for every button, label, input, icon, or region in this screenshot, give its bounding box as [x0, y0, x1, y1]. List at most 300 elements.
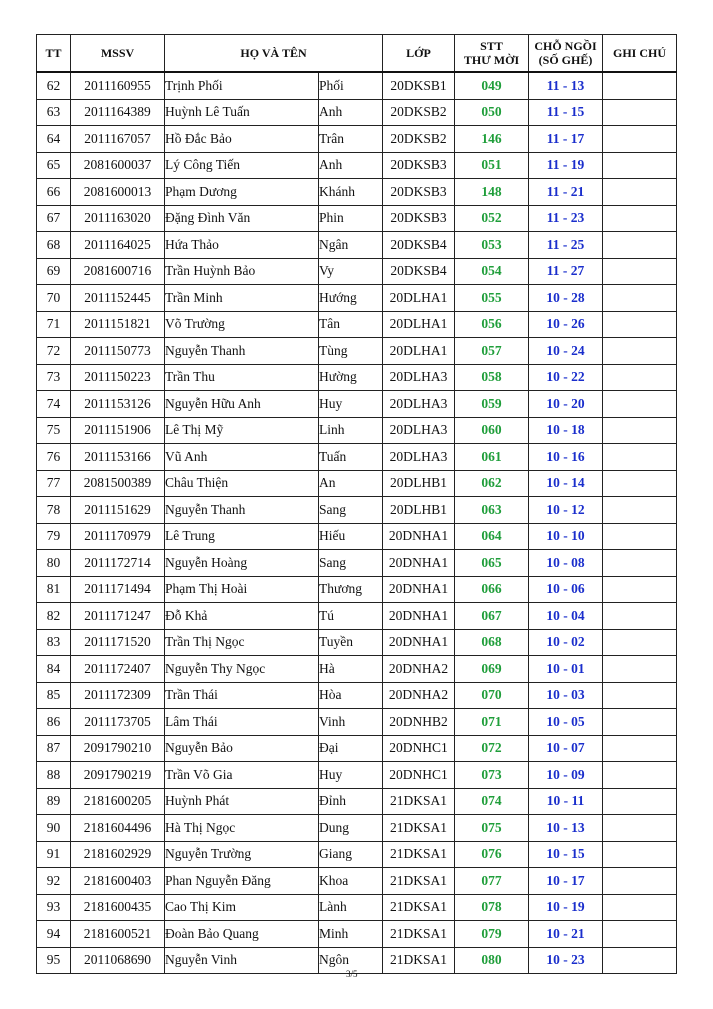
student-last-name: Khoa	[319, 868, 383, 895]
note-cell	[603, 656, 677, 683]
table-row	[37, 497, 677, 524]
student-id: 2081600013	[71, 179, 165, 206]
table-row	[37, 603, 677, 630]
table-row	[37, 523, 677, 550]
invitation-number: 071	[455, 709, 529, 736]
student-last-name: Vy	[319, 258, 383, 285]
table-row	[37, 391, 677, 418]
seat-number: 11 - 13	[529, 72, 603, 99]
student-id: 2011152445	[71, 285, 165, 312]
header-stt-line1: STT	[480, 39, 503, 53]
header-mssv: MSSV	[71, 35, 165, 73]
invitation-number: 078	[455, 894, 529, 921]
row-number: 87	[37, 735, 71, 762]
row-number: 80	[37, 550, 71, 577]
seat-number: 10 - 06	[529, 576, 603, 603]
note-cell	[603, 152, 677, 179]
student-id: 2011151906	[71, 417, 165, 444]
invitation-number: 067	[455, 603, 529, 630]
student-first-name: Cao Thị Kim	[165, 894, 319, 921]
invitation-number: 053	[455, 232, 529, 259]
seat-number: 10 - 03	[529, 682, 603, 709]
row-number: 72	[37, 338, 71, 365]
row-number: 66	[37, 179, 71, 206]
invitation-number: 062	[455, 470, 529, 497]
row-number: 73	[37, 364, 71, 391]
student-first-name: Nguyễn Vinh	[165, 947, 319, 974]
class-code: 20DKSB3	[383, 152, 455, 179]
student-last-name: Hường	[319, 364, 383, 391]
invitation-number: 077	[455, 868, 529, 895]
table-row	[37, 762, 677, 789]
seat-number: 11 - 25	[529, 232, 603, 259]
student-first-name: Trần Thị Ngọc	[165, 629, 319, 656]
student-first-name: Trần Minh	[165, 285, 319, 312]
invitation-number: 049	[455, 72, 529, 99]
note-cell	[603, 497, 677, 524]
invitation-number: 059	[455, 391, 529, 418]
note-cell	[603, 126, 677, 153]
row-number: 76	[37, 444, 71, 471]
student-first-name: Nguyễn Hoàng	[165, 550, 319, 577]
class-code: 21DKSA1	[383, 815, 455, 842]
class-code: 20DKSB3	[383, 179, 455, 206]
student-first-name: Hứa Thảo	[165, 232, 319, 259]
table-row	[37, 311, 677, 338]
invitation-number: 146	[455, 126, 529, 153]
table-row	[37, 444, 677, 471]
student-first-name: Nguyễn Thanh	[165, 338, 319, 365]
seat-number: 10 - 23	[529, 947, 603, 974]
student-id: 2011164389	[71, 99, 165, 126]
table-row	[37, 788, 677, 815]
note-cell	[603, 603, 677, 630]
invitation-number: 052	[455, 205, 529, 232]
note-cell	[603, 735, 677, 762]
student-id: 2181600403	[71, 868, 165, 895]
class-code: 20DNHA1	[383, 576, 455, 603]
table-row	[37, 205, 677, 232]
table-row	[37, 815, 677, 842]
student-id: 2011173705	[71, 709, 165, 736]
table-row	[37, 470, 677, 497]
invitation-number: 074	[455, 788, 529, 815]
note-cell	[603, 444, 677, 471]
row-number: 91	[37, 841, 71, 868]
invitation-number: 075	[455, 815, 529, 842]
seat-number: 10 - 12	[529, 497, 603, 524]
seat-number: 10 - 17	[529, 868, 603, 895]
student-last-name: An	[319, 470, 383, 497]
student-first-name: Lâm Thái	[165, 709, 319, 736]
invitation-number: 055	[455, 285, 529, 312]
row-number: 83	[37, 629, 71, 656]
row-number: 81	[37, 576, 71, 603]
class-code: 20DLHA1	[383, 338, 455, 365]
row-number: 67	[37, 205, 71, 232]
student-id: 2081600716	[71, 258, 165, 285]
row-number: 79	[37, 523, 71, 550]
header-seat	[529, 35, 603, 73]
note-cell	[603, 232, 677, 259]
student-first-name: Trần Thu	[165, 364, 319, 391]
note-cell	[603, 391, 677, 418]
student-first-name: Huỳnh Lê Tuấn	[165, 99, 319, 126]
header-seat-line2: (SỐ GHẾ)	[538, 53, 593, 67]
seat-number: 10 - 08	[529, 550, 603, 577]
seat-number: 10 - 10	[529, 523, 603, 550]
class-code: 20DLHA3	[383, 444, 455, 471]
row-number: 82	[37, 603, 71, 630]
header-seat-line1: CHỖ NGỒI	[534, 39, 597, 53]
student-id: 2181604496	[71, 815, 165, 842]
class-code: 20DLHB1	[383, 497, 455, 524]
student-first-name: Nguyễn Bảo	[165, 735, 319, 762]
student-last-name: Khánh	[319, 179, 383, 206]
invitation-number: 076	[455, 841, 529, 868]
seat-number: 10 - 22	[529, 364, 603, 391]
header-tt: TT	[37, 35, 71, 73]
student-last-name: Đại	[319, 735, 383, 762]
student-id: 2011150773	[71, 338, 165, 365]
invitation-number: 057	[455, 338, 529, 365]
note-cell	[603, 841, 677, 868]
header-note: GHI CHÚ	[603, 35, 677, 73]
table-row	[37, 735, 677, 762]
class-code: 20DNHA1	[383, 550, 455, 577]
invitation-number: 066	[455, 576, 529, 603]
class-code: 21DKSA1	[383, 868, 455, 895]
note-cell	[603, 364, 677, 391]
student-last-name: Giang	[319, 841, 383, 868]
table-row	[37, 709, 677, 736]
table-header-row	[37, 35, 677, 73]
student-first-name: Đỗ Khả	[165, 603, 319, 630]
row-number: 77	[37, 470, 71, 497]
student-id: 2011172309	[71, 682, 165, 709]
seat-number: 11 - 23	[529, 205, 603, 232]
class-code: 20DKSB3	[383, 205, 455, 232]
invitation-number: 148	[455, 179, 529, 206]
student-id: 2181600521	[71, 921, 165, 948]
invitation-number: 054	[455, 258, 529, 285]
note-cell	[603, 682, 677, 709]
row-number: 69	[37, 258, 71, 285]
invitation-number: 061	[455, 444, 529, 471]
student-id: 2011163020	[71, 205, 165, 232]
table-row	[37, 99, 677, 126]
class-code: 21DKSA1	[383, 894, 455, 921]
row-number: 88	[37, 762, 71, 789]
note-cell	[603, 179, 677, 206]
seat-number: 10 - 16	[529, 444, 603, 471]
student-last-name: Sang	[319, 497, 383, 524]
student-last-name: Thương	[319, 576, 383, 603]
table-row	[37, 629, 677, 656]
student-id: 2011171494	[71, 576, 165, 603]
student-last-name: Huy	[319, 762, 383, 789]
invitation-number: 050	[455, 99, 529, 126]
student-last-name: Tân	[319, 311, 383, 338]
student-first-name: Phan Nguyễn Đăng	[165, 868, 319, 895]
seat-number: 10 - 15	[529, 841, 603, 868]
table-row	[37, 894, 677, 921]
class-code: 20DLHA3	[383, 391, 455, 418]
student-first-name: Phạm Thị Hoài	[165, 576, 319, 603]
note-cell	[603, 72, 677, 99]
student-first-name: Nguyễn Thy Ngọc	[165, 656, 319, 683]
class-code: 20DNHA2	[383, 656, 455, 683]
class-code: 20DKSB2	[383, 126, 455, 153]
student-id: 2181600205	[71, 788, 165, 815]
class-code: 20DLHA3	[383, 417, 455, 444]
student-id: 2011068690	[71, 947, 165, 974]
student-id: 2011171247	[71, 603, 165, 630]
seat-number: 10 - 26	[529, 311, 603, 338]
student-last-name: Linh	[319, 417, 383, 444]
student-last-name: Vinh	[319, 709, 383, 736]
note-cell	[603, 709, 677, 736]
student-last-name: Anh	[319, 152, 383, 179]
seat-number: 11 - 19	[529, 152, 603, 179]
row-number: 68	[37, 232, 71, 259]
student-first-name: Phạm Dương	[165, 179, 319, 206]
student-last-name: Lành	[319, 894, 383, 921]
student-last-name: Hiếu	[319, 523, 383, 550]
note-cell	[603, 576, 677, 603]
student-id: 2011172407	[71, 656, 165, 683]
student-last-name: Dung	[319, 815, 383, 842]
student-id: 2011167057	[71, 126, 165, 153]
seat-number: 10 - 24	[529, 338, 603, 365]
student-first-name: Vũ Anh	[165, 444, 319, 471]
seat-number: 10 - 04	[529, 603, 603, 630]
student-first-name: Trần Thái	[165, 682, 319, 709]
note-cell	[603, 285, 677, 312]
class-code: 21DKSA1	[383, 788, 455, 815]
seat-number: 11 - 17	[529, 126, 603, 153]
row-number: 85	[37, 682, 71, 709]
table-row	[37, 576, 677, 603]
seat-number: 10 - 01	[529, 656, 603, 683]
note-cell	[603, 99, 677, 126]
row-number: 84	[37, 656, 71, 683]
student-first-name: Nguyễn Thanh	[165, 497, 319, 524]
student-last-name: Phối	[319, 72, 383, 99]
student-last-name: Huy	[319, 391, 383, 418]
note-cell	[603, 788, 677, 815]
seat-number: 10 - 11	[529, 788, 603, 815]
table-row	[37, 179, 677, 206]
seat-number: 11 - 15	[529, 99, 603, 126]
invitation-number: 060	[455, 417, 529, 444]
student-id: 2181600435	[71, 894, 165, 921]
student-id: 2011151629	[71, 497, 165, 524]
table-body	[37, 72, 677, 974]
student-id: 2011151821	[71, 311, 165, 338]
seat-number: 10 - 07	[529, 735, 603, 762]
note-cell	[603, 417, 677, 444]
student-id: 2011153126	[71, 391, 165, 418]
class-code: 20DNHA1	[383, 603, 455, 630]
class-code: 20DNHC1	[383, 762, 455, 789]
student-id: 2081600037	[71, 152, 165, 179]
student-last-name: Tuyền	[319, 629, 383, 656]
student-first-name: Nguyễn Hữu Anh	[165, 391, 319, 418]
note-cell	[603, 523, 677, 550]
class-code: 21DKSA1	[383, 921, 455, 948]
student-last-name: Sang	[319, 550, 383, 577]
invitation-number: 069	[455, 656, 529, 683]
row-number: 93	[37, 894, 71, 921]
header-stt-line2: THƯ MỜI	[463, 53, 520, 67]
student-id: 2011171520	[71, 629, 165, 656]
student-first-name: Đặng Đình Văn	[165, 205, 319, 232]
seat-number: 10 - 28	[529, 285, 603, 312]
row-number: 65	[37, 152, 71, 179]
student-id: 2091790219	[71, 762, 165, 789]
class-code: 20DNHB2	[383, 709, 455, 736]
class-code: 20DLHA3	[383, 364, 455, 391]
class-code: 20DKSB2	[383, 99, 455, 126]
invitation-number: 080	[455, 947, 529, 974]
class-code: 20DNHA1	[383, 523, 455, 550]
invitation-number: 079	[455, 921, 529, 948]
student-last-name: Tú	[319, 603, 383, 630]
table-row	[37, 417, 677, 444]
student-first-name: Châu Thiện	[165, 470, 319, 497]
note-cell	[603, 258, 677, 285]
class-code: 20DNHA1	[383, 629, 455, 656]
student-last-name: Phin	[319, 205, 383, 232]
class-code: 21DKSA1	[383, 947, 455, 974]
student-last-name: Hà	[319, 656, 383, 683]
invitation-number: 070	[455, 682, 529, 709]
student-first-name: Hà Thị Ngọc	[165, 815, 319, 842]
row-number: 89	[37, 788, 71, 815]
table-row	[37, 338, 677, 365]
seat-number: 10 - 02	[529, 629, 603, 656]
invitation-number: 072	[455, 735, 529, 762]
class-code: 20DKSB4	[383, 258, 455, 285]
note-cell	[603, 338, 677, 365]
class-code: 21DKSA1	[383, 841, 455, 868]
class-code: 20DLHA1	[383, 285, 455, 312]
student-first-name: Trịnh Phối	[165, 72, 319, 99]
note-cell	[603, 550, 677, 577]
seat-number: 10 - 19	[529, 894, 603, 921]
student-last-name: Anh	[319, 99, 383, 126]
table-row	[37, 682, 677, 709]
student-id: 2011153166	[71, 444, 165, 471]
table-row	[37, 126, 677, 153]
seat-number: 10 - 20	[529, 391, 603, 418]
seat-number: 10 - 13	[529, 815, 603, 842]
student-first-name: Hồ Đắc Bảo	[165, 126, 319, 153]
invitation-number: 058	[455, 364, 529, 391]
note-cell	[603, 311, 677, 338]
seat-number: 10 - 18	[529, 417, 603, 444]
student-first-name: Lê Thị Mỹ	[165, 417, 319, 444]
note-cell	[603, 205, 677, 232]
row-number: 63	[37, 99, 71, 126]
class-code: 20DLHB1	[383, 470, 455, 497]
table-row	[37, 72, 677, 99]
invitation-number: 063	[455, 497, 529, 524]
seat-number: 10 - 09	[529, 762, 603, 789]
student-last-name: Ngân	[319, 232, 383, 259]
student-first-name: Lý Công Tiến	[165, 152, 319, 179]
row-number: 94	[37, 921, 71, 948]
class-code: 20DKSB4	[383, 232, 455, 259]
header-class: LỚP	[383, 35, 455, 73]
table-row	[37, 258, 677, 285]
note-cell	[603, 815, 677, 842]
seat-number: 10 - 05	[529, 709, 603, 736]
student-last-name: Hướng	[319, 285, 383, 312]
page-number: 3/5	[346, 969, 358, 979]
class-code: 20DNHC1	[383, 735, 455, 762]
note-cell	[603, 894, 677, 921]
student-id: 2011172714	[71, 550, 165, 577]
row-number: 75	[37, 417, 71, 444]
row-number: 71	[37, 311, 71, 338]
row-number: 95	[37, 947, 71, 974]
student-first-name: Đoàn Bảo Quang	[165, 921, 319, 948]
row-number: 92	[37, 868, 71, 895]
table-row	[37, 921, 677, 948]
student-last-name: Trân	[319, 126, 383, 153]
note-cell	[603, 921, 677, 948]
header-stt	[455, 35, 529, 73]
student-first-name: Huỳnh Phát	[165, 788, 319, 815]
student-first-name: Võ Trường	[165, 311, 319, 338]
table-row	[37, 841, 677, 868]
row-number: 86	[37, 709, 71, 736]
table-row	[37, 364, 677, 391]
invitation-number: 073	[455, 762, 529, 789]
note-cell	[603, 868, 677, 895]
invitation-number: 064	[455, 523, 529, 550]
table-row	[37, 656, 677, 683]
header-name: HỌ VÀ TÊN	[165, 35, 383, 73]
row-number: 62	[37, 72, 71, 99]
row-number: 90	[37, 815, 71, 842]
note-cell	[603, 629, 677, 656]
table-row	[37, 285, 677, 312]
student-id: 2011150223	[71, 364, 165, 391]
student-first-name: Nguyễn Trường	[165, 841, 319, 868]
student-id: 2181602929	[71, 841, 165, 868]
seat-number: 11 - 27	[529, 258, 603, 285]
note-cell	[603, 470, 677, 497]
student-last-name: Ngôn	[319, 947, 383, 974]
student-last-name: Tuấn	[319, 444, 383, 471]
student-last-name: Minh	[319, 921, 383, 948]
invitation-number: 056	[455, 311, 529, 338]
seat-number: 11 - 21	[529, 179, 603, 206]
class-code: 20DLHA1	[383, 311, 455, 338]
seat-number: 10 - 21	[529, 921, 603, 948]
table-row	[37, 232, 677, 259]
student-first-name: Lê Trung	[165, 523, 319, 550]
table-row	[37, 152, 677, 179]
student-first-name: Trần Huỳnh Bảo	[165, 258, 319, 285]
student-id: 2011164025	[71, 232, 165, 259]
invitation-number: 051	[455, 152, 529, 179]
note-cell	[603, 762, 677, 789]
class-code: 20DNHA2	[383, 682, 455, 709]
